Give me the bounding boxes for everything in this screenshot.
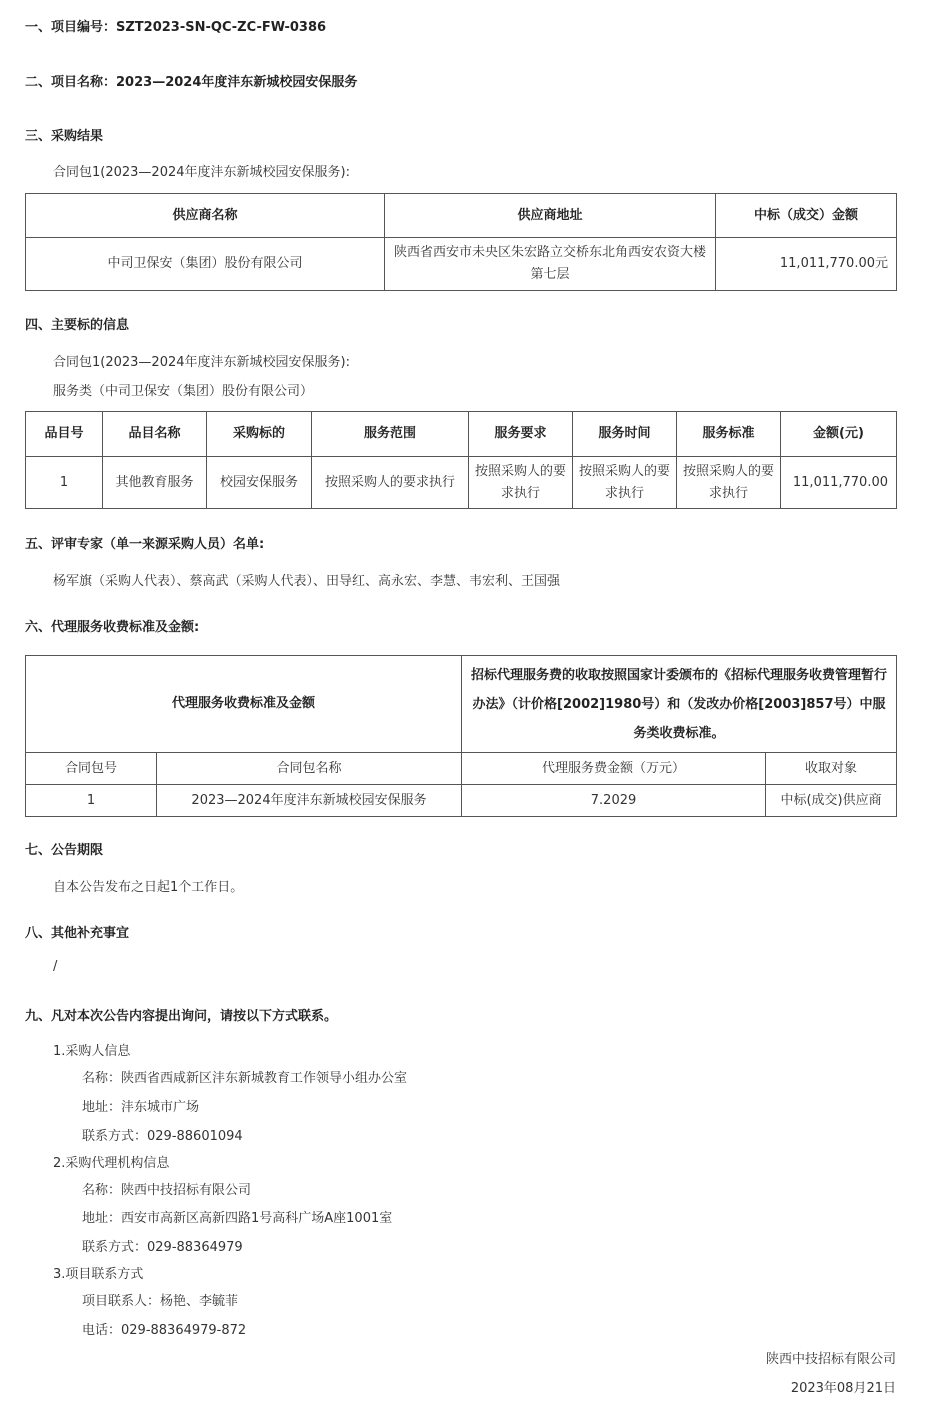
cell-service-scope: 按照采购人的要求执行 — [312, 457, 469, 509]
section-notice-period-title: 七、公告期限 — [25, 843, 104, 858]
purchaser-contact: 联系方式：029-88601094 — [82, 1129, 243, 1144]
section-other-matters-title: 八、其他补充事宜 — [25, 926, 130, 941]
cell-amount: 11,011,770.00 — [781, 457, 897, 509]
notice-period-text: 自本公告发布之日起1个工作日。 — [53, 880, 244, 895]
table-row — [26, 785, 897, 817]
agency-address: 地址：西安市高新区高新四路1号高科广场A座1001室 — [82, 1211, 393, 1226]
project-contact-heading: 3.项目联系方式 — [53, 1267, 144, 1282]
header-service-requirement: 服务要求 — [469, 412, 573, 457]
cell-service-time: 按照采购人的要求执行 — [573, 457, 677, 509]
agency-heading: 2.采购代理机构信息 — [53, 1156, 170, 1171]
project-contact-person: 项目联系人：杨艳、李毓菲 — [82, 1294, 239, 1309]
subject-package-line: 合同包1(2023—2024年度沣东新城校园安保服务): — [53, 355, 350, 370]
header-package-name: 合同包名称 — [157, 753, 462, 785]
header-supplier-name: 供应商名称 — [26, 194, 385, 238]
signature-date: 2023年08月21日 — [790, 1381, 896, 1396]
header-fee-amount: 代理服务费金额（万元） — [462, 753, 766, 785]
header-service-time: 服务时间 — [573, 412, 677, 457]
subject-table — [25, 411, 897, 509]
project-name-label: 二、项目名称： — [25, 75, 117, 90]
section-experts-title: 五、评审专家（单一来源采购人员）名单: — [25, 537, 265, 552]
result-package-line: 合同包1(2023—2024年度沣东新城校园安保服务): — [53, 165, 350, 180]
header-award-amount: 中标（成交）金额 — [716, 194, 897, 238]
section-procurement-result-title: 三、采购结果 — [25, 129, 104, 144]
project-contact-phone: 电话：029-88364979-872 — [82, 1323, 247, 1338]
purchaser-name: 名称：陕西省西咸新区沣东新城教育工作领导小组办公室 — [82, 1071, 408, 1086]
header-package-number: 合同包号 — [26, 753, 157, 785]
header-item-number: 品目号 — [26, 412, 103, 457]
cell-service-requirement: 按照采购人的要求执行 — [469, 457, 573, 509]
cell-fee-amount: 7.2029 — [462, 785, 766, 817]
table-subheader-row — [26, 753, 897, 785]
table-row — [26, 457, 897, 509]
header-supplier-address: 供应商地址 — [385, 194, 716, 238]
cell-package-name: 2023—2024年度沣东新城校园安保服务 — [157, 785, 462, 817]
agency-fee-table — [25, 655, 897, 817]
project-name-value: 2023—2024年度沣东新城校园安保服务 — [116, 75, 358, 90]
header-service-scope: 服务范围 — [312, 412, 469, 457]
header-procurement-subject: 采购标的 — [207, 412, 312, 457]
header-service-standard: 服务标准 — [677, 412, 781, 457]
agency-name: 名称：陕西中技招标有限公司 — [82, 1183, 252, 1198]
header-item-name: 品目名称 — [103, 412, 207, 457]
cell-award-amount: 11,011,770.00元 — [716, 238, 897, 291]
table-header-row — [26, 656, 897, 753]
cell-supplier-name: 中司卫保安（集团）股份有限公司 — [26, 238, 385, 291]
table-header-row — [26, 194, 897, 238]
section-main-subject-title: 四、主要标的信息 — [25, 318, 130, 333]
cell-procurement-subject: 校园安保服务 — [207, 457, 312, 509]
agency-contact: 联系方式：029-88364979 — [82, 1240, 243, 1255]
project-number — [25, 16, 326, 35]
cell-service-standard: 按照采购人的要求执行 — [677, 457, 781, 509]
project-number-value: SZT2023-SN-QC-ZC-FW-0386 — [116, 20, 327, 35]
cell-supplier-address: 陕西省西安市未央区朱宏路立交桥东北角西安农资大楼第七层 — [385, 238, 716, 291]
purchaser-heading: 1.采购人信息 — [53, 1044, 131, 1059]
subject-category-line: 服务类（中司卫保安（集团）股份有限公司） — [53, 384, 314, 399]
header-fee-payer: 收取对象 — [766, 753, 897, 785]
table-header-row — [26, 412, 897, 457]
other-matters-text: / — [53, 959, 58, 974]
result-table — [25, 193, 897, 291]
header-amount: 金额(元) — [781, 412, 897, 457]
cell-package-number: 1 — [26, 785, 157, 817]
purchaser-address: 地址：沣东城市广场 — [82, 1100, 200, 1115]
table-row — [26, 238, 897, 291]
cell-item-number: 1 — [26, 457, 103, 509]
signature-org: 陕西中技招标有限公司 — [765, 1352, 896, 1367]
header-fee-standard-description: 招标代理服务费的收取按照国家计委颁布的《招标代理服务收费管理暂行办法》（计价格[2002]1980号）和（发改办价格[2003]857号）中服务类收费标准。 — [462, 656, 897, 753]
experts-list: 杨军旗（采购人代表）、蔡高武（采购人代表）、田导红、高永宏、李慧、韦宏利、王国强 — [53, 574, 561, 589]
section-contact-title: 九、凡对本次公告内容提出询问，请按以下方式联系。 — [25, 1009, 338, 1024]
header-fee-standard: 代理服务收费标准及金额 — [26, 656, 462, 753]
cell-fee-payer: 中标(成交)供应商 — [766, 785, 897, 817]
cell-item-name: 其他教育服务 — [103, 457, 207, 509]
section-agency-fee-title: 六、代理服务收费标准及金额: — [25, 620, 200, 635]
project-name — [25, 71, 357, 90]
project-number-label: 一、项目编号： — [25, 20, 117, 35]
